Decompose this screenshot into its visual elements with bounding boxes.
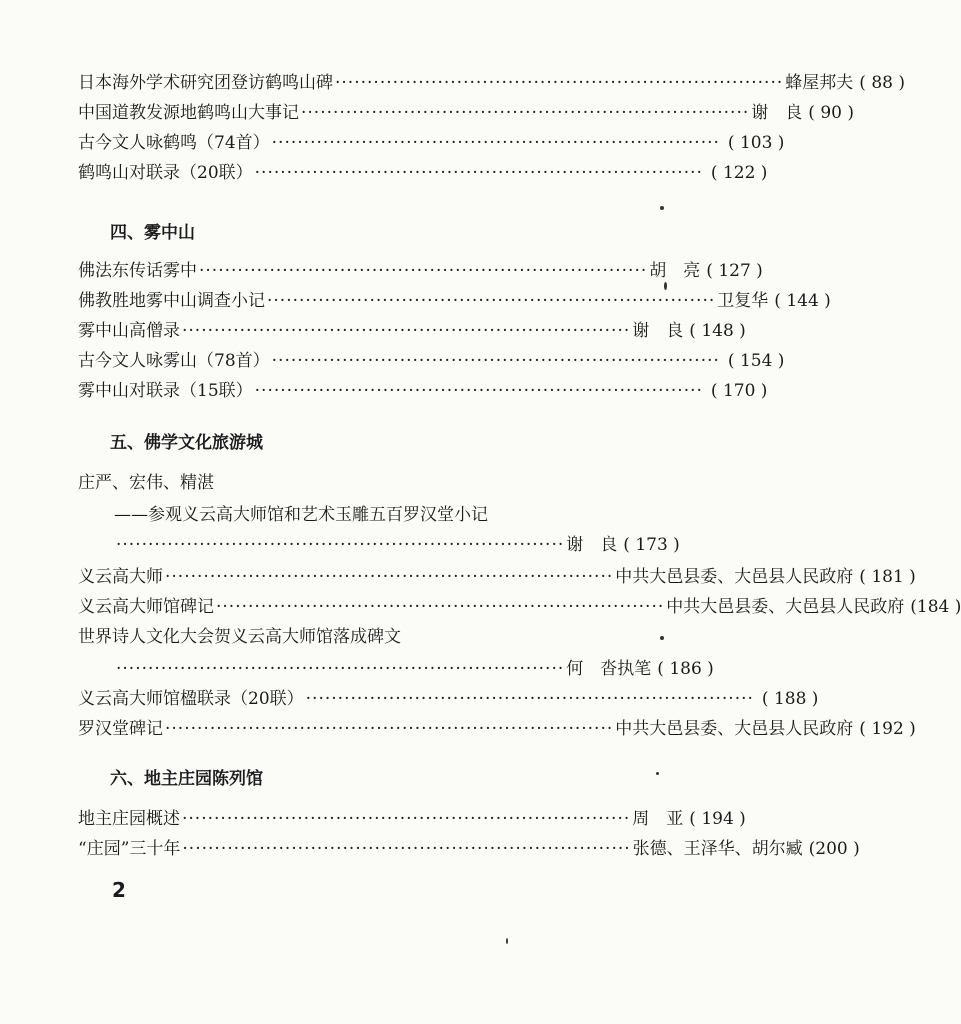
entry-page: ( 188 ) [761, 689, 819, 709]
toc-entry [78, 286, 831, 316]
toc-entry [114, 654, 714, 684]
entry-page: (184 ) [910, 597, 961, 617]
entry-author: 谢 良 [632, 321, 684, 341]
toc-entry [78, 834, 860, 864]
entry-title: 鹤鸣山对联录（20联） [78, 163, 253, 183]
entry-author: 卫复华 [717, 291, 769, 311]
entry-page: ( 173 ) [623, 535, 680, 555]
entry-page: ( 148 ) [689, 321, 746, 341]
leader-dots: ······································································ [165, 567, 614, 587]
scan-speck [506, 938, 508, 944]
entry-title: 义云高大师 [78, 567, 163, 587]
leader-dots: ······································································ [182, 839, 631, 859]
leader-dots: ······································································ [271, 133, 720, 153]
entry-title: 古今文人咏雾山（78首） [78, 351, 270, 371]
entry-author: 何 沓执笔 [566, 659, 652, 679]
toc-entry [78, 376, 768, 406]
scan-speck [660, 636, 664, 640]
toc-entry [78, 562, 916, 592]
entry-page: ( 186 ) [657, 659, 714, 679]
toc-entry [78, 804, 746, 834]
entry-title: 义云高大师馆碑记 [78, 597, 214, 617]
section-heading: 六、地主庄园陈列馆 [110, 769, 263, 789]
leader-dots: ······································································ [116, 659, 565, 679]
toc-entry [78, 158, 768, 188]
entry-title: 佛教胜地雾中山调查小记 [78, 291, 265, 311]
toc-entry [78, 316, 746, 346]
entry-title: 日本海外学术研究团登访鹤鸣山碑 [78, 73, 333, 93]
entry-page: ( 122 ) [710, 163, 768, 183]
entry-page: ( 127 ) [706, 261, 763, 281]
leader-dots: ······································································ [254, 381, 703, 401]
toc-entry [78, 256, 763, 286]
leader-dots: ······································································ [254, 163, 703, 183]
entry-author: 周 亚 [632, 809, 684, 829]
entry-page: ( 154 ) [727, 351, 785, 371]
section-heading: 五、佛学文化旅游城 [110, 433, 263, 453]
entry-author: 胡 亮 [649, 261, 701, 281]
entry-page: ( 90 ) [808, 103, 854, 123]
toc-entry [78, 98, 854, 128]
entry-page: ( 170 ) [710, 381, 768, 401]
entry-page: ( 103 ) [727, 133, 785, 153]
toc-entry [78, 592, 961, 622]
entry-author: 中共大邑县委、大邑县人民政府 [615, 719, 854, 739]
entry-author: 谢 良 [566, 535, 618, 555]
entry-author: 中共大邑县委、大邑县人民政府 [615, 567, 854, 587]
entry-page: ( 192 ) [859, 719, 916, 739]
entry-page: (200 ) [808, 839, 860, 859]
entry-author: 中共大邑县委、大邑县人民政府 [666, 597, 905, 617]
leader-dots: ······································································ [267, 291, 716, 311]
toc-entry [78, 684, 819, 714]
entry-title: “庄园”三十年 [78, 839, 181, 859]
leader-dots: ······································································ [182, 321, 631, 341]
scan-speck [664, 282, 667, 290]
scan-speck [656, 772, 659, 775]
leader-dots: ······································································ [335, 73, 784, 93]
entry-page: ( 88 ) [859, 73, 905, 93]
entry-title: 雾中山对联录（15联） [78, 381, 253, 401]
entry-title: 世界诗人文化大会贺义云高大师馆落成碑文 [78, 627, 401, 647]
entry-page: ( 181 ) [859, 567, 916, 587]
toc-entry [78, 68, 905, 98]
entry-title: 古今文人咏鹤鸣（74首） [78, 133, 270, 153]
entry-title: 雾中山高僧录 [78, 321, 180, 341]
section-heading: 四、雾中山 [110, 223, 195, 243]
scan-speck [660, 206, 664, 210]
leader-dots: ······································································ [216, 597, 665, 617]
entry-subtitle: ——参观义云高大师馆和艺术玉雕五百罗汉堂小记 [114, 505, 488, 525]
entry-page: ( 144 ) [774, 291, 831, 311]
toc-entry [114, 530, 680, 560]
leader-dots: ······································································ [199, 261, 648, 281]
toc-entry [78, 714, 916, 744]
leader-dots: ······································································ [305, 689, 754, 709]
entry-title: 庄严、宏伟、精湛 [78, 473, 214, 493]
entry-title: 中国道教发源地鹤鸣山大事记 [78, 103, 299, 123]
leader-dots: ······································································ [271, 351, 720, 371]
leader-dots: ······································································ [301, 103, 750, 123]
leader-dots: ······································································ [165, 719, 614, 739]
entry-title: 地主庄园概述 [78, 809, 180, 829]
entry-page: ( 194 ) [689, 809, 746, 829]
page-number: 2 [112, 878, 126, 902]
entry-author: 谢 良 [751, 103, 803, 123]
leader-dots: ······································································ [116, 535, 565, 555]
entry-title: 义云高大师馆楹联录（20联） [78, 689, 304, 709]
leader-dots: ······································································ [182, 809, 631, 829]
entry-title: 罗汉堂碑记 [78, 719, 163, 739]
entry-author: 张德、王泽华、胡尔臧 [632, 839, 803, 859]
entry-title: 佛法东传话雾中 [78, 261, 197, 281]
toc-entry [78, 128, 785, 158]
toc-entry [78, 346, 785, 376]
entry-author: 蜂屋邦夫 [785, 73, 854, 93]
